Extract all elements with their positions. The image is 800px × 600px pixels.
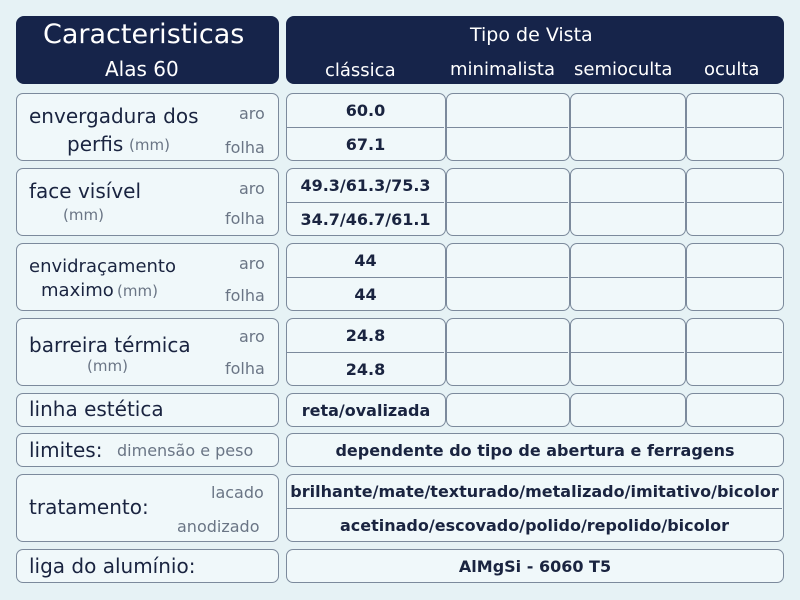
cell-face-minimalista [446, 168, 570, 236]
cell-envidracamento-semioculta [570, 243, 686, 311]
cell-barreira-semioculta [570, 318, 686, 386]
cell-envergadura-semioculta [570, 93, 686, 161]
row-label-limites [16, 433, 279, 467]
sub-label-aro: aro [239, 179, 265, 198]
view-type-header [286, 16, 784, 84]
label-face-unit: (mm) [63, 206, 104, 224]
cell-barreira-classica [286, 318, 446, 386]
sub-label-folha: folha [225, 286, 265, 305]
row-label-tratamento [16, 474, 279, 542]
page-subtitle: Alas 60 [105, 57, 179, 81]
label-envidracamento-unit: (mm) [117, 282, 158, 300]
value-envidracamento-folha: 44 [354, 284, 377, 304]
cell-linha-semioculta [570, 393, 686, 427]
cell-barreira-oculta [686, 318, 784, 386]
label-envidracamento-line2: maximo [41, 280, 114, 301]
cell-face-semioculta [570, 168, 686, 236]
sub-label-aro: aro [239, 104, 265, 123]
row-label-envergadura [16, 93, 279, 161]
value-face-folha: 34.7/46.7/61.1 [300, 209, 431, 229]
column-header-minimalista: minimalista [450, 59, 555, 80]
column-header-oculta: oculta [704, 59, 760, 80]
cell-liga-value [286, 549, 784, 583]
cell-envergadura-minimalista [446, 93, 570, 161]
cell-envergadura-classica [286, 93, 446, 161]
cell-limites-value [286, 433, 784, 467]
value-linha: reta/ovalizada [301, 400, 431, 420]
sub-label-lacado: lacado [211, 483, 264, 502]
row-label-face [16, 168, 279, 236]
label-barreira-line1: barreira térmica [29, 333, 191, 357]
label-limites: limites: [29, 438, 103, 462]
sub-label-limites: dimensão e peso [117, 441, 254, 460]
value-limites: dependente do tipo de abertura e ferragens [335, 440, 735, 460]
cell-linha-classica [286, 393, 446, 427]
label-envergadura-line1: envergadura dos [29, 104, 199, 128]
value-envergadura-folha: 67.1 [345, 134, 386, 154]
view-type-title: Tipo de Vista [470, 24, 593, 46]
value-tratamento-lacado: brilhante/mate/texturado/metalizado/imitativo/bicolor [290, 482, 779, 501]
sub-label-folha: folha [225, 209, 265, 228]
value-envergadura-aro: 60.0 [345, 101, 386, 120]
label-envidracamento-line1: envidraçamento [29, 256, 177, 277]
column-header-semioculta: semioculta [574, 59, 673, 80]
value-barreira-aro: 24.8 [345, 326, 386, 345]
label-linha: linha estética [29, 397, 164, 421]
row-label-envidracamento [16, 243, 279, 311]
row-label-barreira [16, 318, 279, 386]
value-liga: AlMgSi - 6060 T5 [458, 556, 612, 576]
label-envergadura-line2: perfis [67, 132, 124, 156]
row-label-linha [16, 393, 279, 427]
value-tratamento-anodizado: acetinado/escovado/polido/repolido/bicolor [339, 515, 730, 535]
sub-label-aro: aro [239, 254, 265, 273]
label-envergadura-unit: (mm) [129, 136, 170, 154]
value-face-aro: 49.3/61.3/75.3 [300, 176, 431, 195]
label-barreira-unit: (mm) [87, 357, 128, 375]
value-barreira-folha: 24.8 [345, 359, 386, 379]
cell-tratamento-value [286, 474, 784, 542]
cell-barreira-minimalista [446, 318, 570, 386]
title-block [16, 16, 279, 84]
cell-envidracamento-oculta [686, 243, 784, 311]
label-face-line1: face visível [29, 179, 142, 203]
page-title: Caracteristicas [43, 19, 245, 50]
cell-linha-minimalista [446, 393, 570, 427]
cell-face-classica [286, 168, 446, 236]
cell-envergadura-oculta [686, 93, 784, 161]
cell-linha-oculta [686, 393, 784, 427]
cell-envidracamento-minimalista [446, 243, 570, 311]
row-label-liga [16, 549, 279, 583]
value-envidracamento-aro: 44 [354, 251, 377, 270]
sub-label-folha: folha [225, 138, 265, 157]
label-liga: liga do alumínio: [29, 554, 196, 578]
sub-label-folha: folha [225, 359, 265, 378]
sub-label-anodizado: anodizado [177, 517, 260, 536]
label-tratamento: tratamento: [29, 495, 149, 519]
column-header-classica: clássica [325, 60, 396, 81]
cell-face-oculta [686, 168, 784, 236]
sub-label-aro: aro [239, 327, 265, 346]
cell-envidracamento-classica [286, 243, 446, 311]
